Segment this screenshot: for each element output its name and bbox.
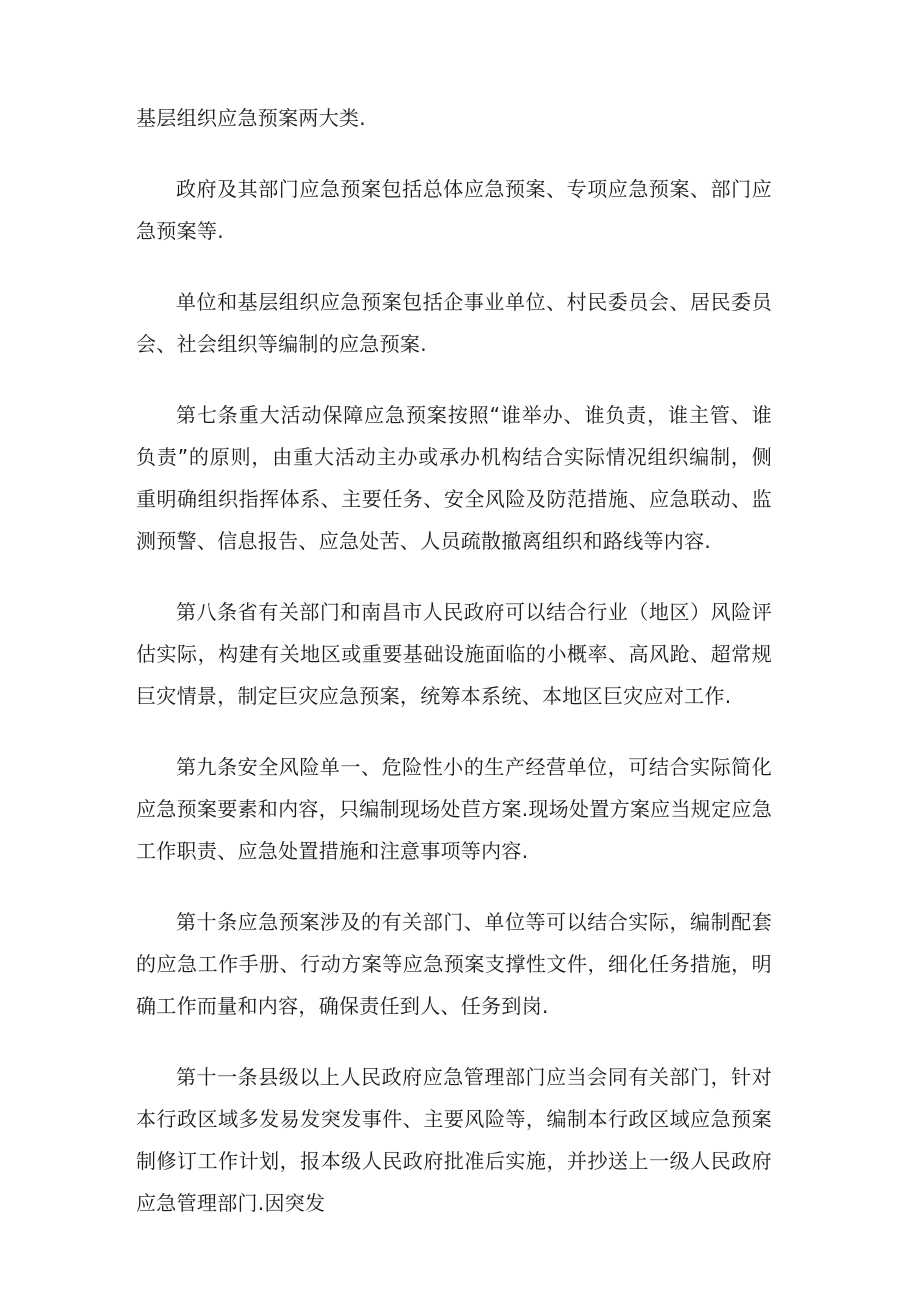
paragraph-article-11: 第十一条县级以上人民政府应急管理部门应当会同有关部门，针对本行政区域多发易发突发事件、主要风险等，编制本行政区域应急预案制修订工作计划，报本级人民政府批准后实施，并抄送上一级人民政府应急管理部门.因突发: [136, 1065, 772, 1215]
paragraph-article-7: 第七条重大活动保障应急预案按照“谁举办、谁负责，谁主管、谁负责”的原则，由重大活动主办或承办机构结合实际情况组织编制，侧重明确组织指挥体系、主要任务、安全风险及防范措施、应急联动、监测预警、信息报告、应急处苦、人员疏散撤离组织和路线等内容.: [136, 403, 772, 553]
paragraph-article-10: 第十条应急预案涉及的有关部门、单位等可以结合实际，编制配套的应急工作手册、行动方案等应急预案支撑性文件，细化任务措施，明确工作而量和内容，确保责任到人、任务到岗.: [136, 910, 772, 1018]
document-body: [136, 97, 772, 1224]
paragraph-article-9: 第九条安全风险单一、危险性小的生产经营单位，可结合实际简化应急预案要素和内容，只编制现场处苣方案.现场处置方案应当规定应急工作职责、应急处置措施和注意事项等内容.: [136, 755, 772, 863]
paragraph-government-plans: 政府及其部门应急预案包括总体应急预案、专项应急预案、部门应急预案等.: [136, 177, 772, 243]
paragraph-unit-plans: 单位和基层组织应急预案包括企事业单位、村民委员会、居民委员会、社会组织等编制的应急预案.: [136, 290, 772, 356]
paragraph-article-8: 第八条省有关部门和南昌市人民政府可以结合行业（地区）风险评估实际，构建有关地区或重要基础设施面临的小概率、高风跄、超常规巨灾情景，制定巨灾应急预案，统筹本系统、本地区巨灾应对工作.: [136, 600, 772, 708]
paragraph-continuation: 基层组织应急预案两大类.: [136, 106, 366, 130]
